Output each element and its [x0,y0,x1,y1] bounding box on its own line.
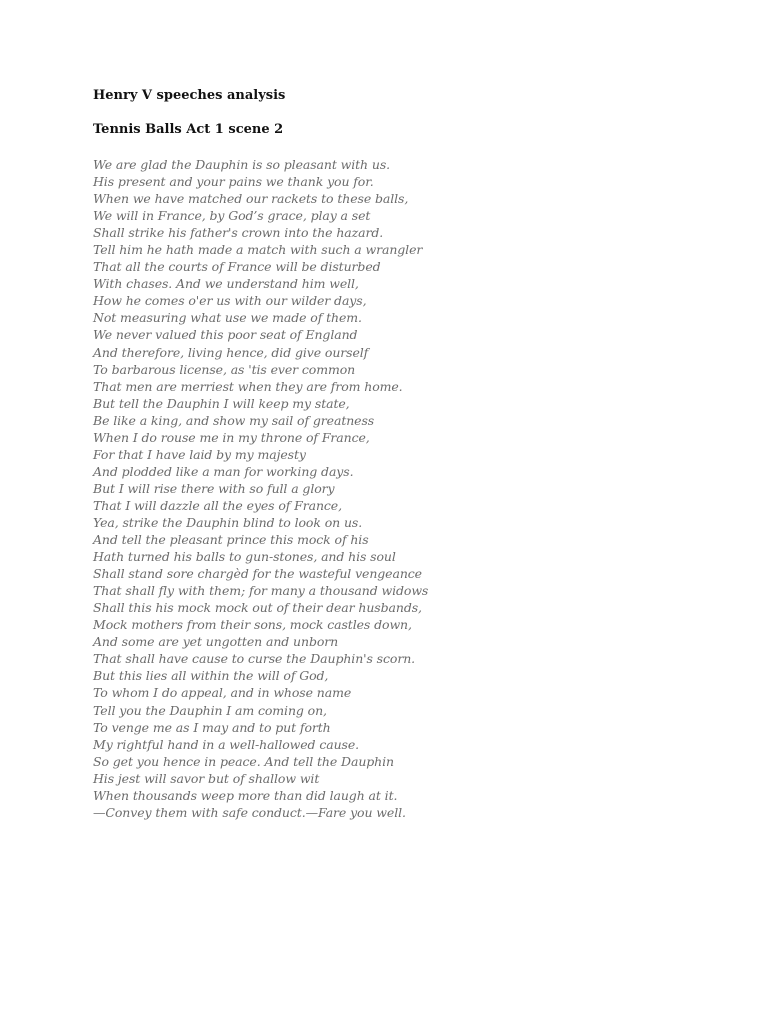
speech-line: To barbarous license, as 'tis ever common [93,361,356,377]
speech-line: —Convey them with safe conduct.—Fare you well. [93,804,406,820]
speech-line: But this lies all within the will of God, [93,668,329,684]
speech-line: We never valued this poor seat of England [93,327,358,343]
speech-line: My rightful hand in a well-hallowed cause. [93,736,360,752]
speech-line: His present and your pains we thank you for. [93,174,374,190]
speech-line: And plodded like a man for working days. [93,463,354,479]
speech-line: For that I have laid by my majesty [93,446,306,462]
speech-line: Shall this his mock mock out of their dear husbands, [93,600,422,616]
speech-line: That shall fly with them; for many a thousand widows [93,583,429,599]
speech-line: But I will rise there with so full a glory [93,480,335,496]
speech-line: That shall have cause to curse the Dauphin's scorn. [93,651,416,667]
speech-line: Tell him he hath made a match with such a wrangler [93,242,423,258]
speech-line: Shall strike his father's crown into the hazard. [93,225,384,241]
speech-line: That all the courts of France will be disturbed [93,259,381,275]
speech-line: When I do rouse me in my throne of France, [93,429,370,445]
speech-line: Hath turned his balls to gun-stones, and his soul [93,549,396,565]
speech-line: We will in France, by God’s grace, play a set [93,208,371,224]
speech-line: That men are merriest when they are from home. [93,378,403,394]
speech-line: So get you hence in peace. And tell the Dauphin [93,753,394,769]
speech-line: To venge me as I may and to put forth [93,719,331,735]
speech-line: Tell you the Dauphin I am coming on, [93,702,327,718]
speech-line: Mock mothers from their sons, mock castles down, [93,617,412,633]
speech-line: With chases. And we understand him well, [93,276,359,292]
speech-text-block [93,156,428,821]
speech-line: And some are yet ungotten and unborn [93,634,339,650]
speech-line: And tell the pleasant prince this mock of his [93,532,369,548]
speech-line: We are glad the Dauphin is so pleasant with us. [93,157,391,172]
speech-line: And therefore, living hence, did give ourself [93,344,369,360]
speech-line: When thousands weep more than did laugh at it. [93,787,398,803]
speech-line: But tell the Dauphin I will keep my state, [93,395,350,411]
speech-line: Yea, strike the Dauphin blind to look on us. [93,514,363,530]
speech-line: Not measuring what use we made of them. [93,310,362,326]
speech-line: Be like a king, and show my sail of greatness [93,412,375,428]
section-heading: Tennis Balls Act 1 scene 2 [93,122,284,137]
speech-line: When we have matched our rackets to these balls, [93,191,409,207]
speech-line: To whom I do appeal, and in whose name [93,685,352,701]
document-title: Henry V speeches analysis [93,88,286,103]
speech-line: That I will dazzle all the eyes of France, [93,497,342,513]
speech-line: How he comes o'er us with our wilder days, [93,293,367,309]
speech-line: His jest will savor but of shallow wit [93,770,320,786]
speech-line: Shall stand sore chargèd for the wasteful vengeance [93,566,422,582]
